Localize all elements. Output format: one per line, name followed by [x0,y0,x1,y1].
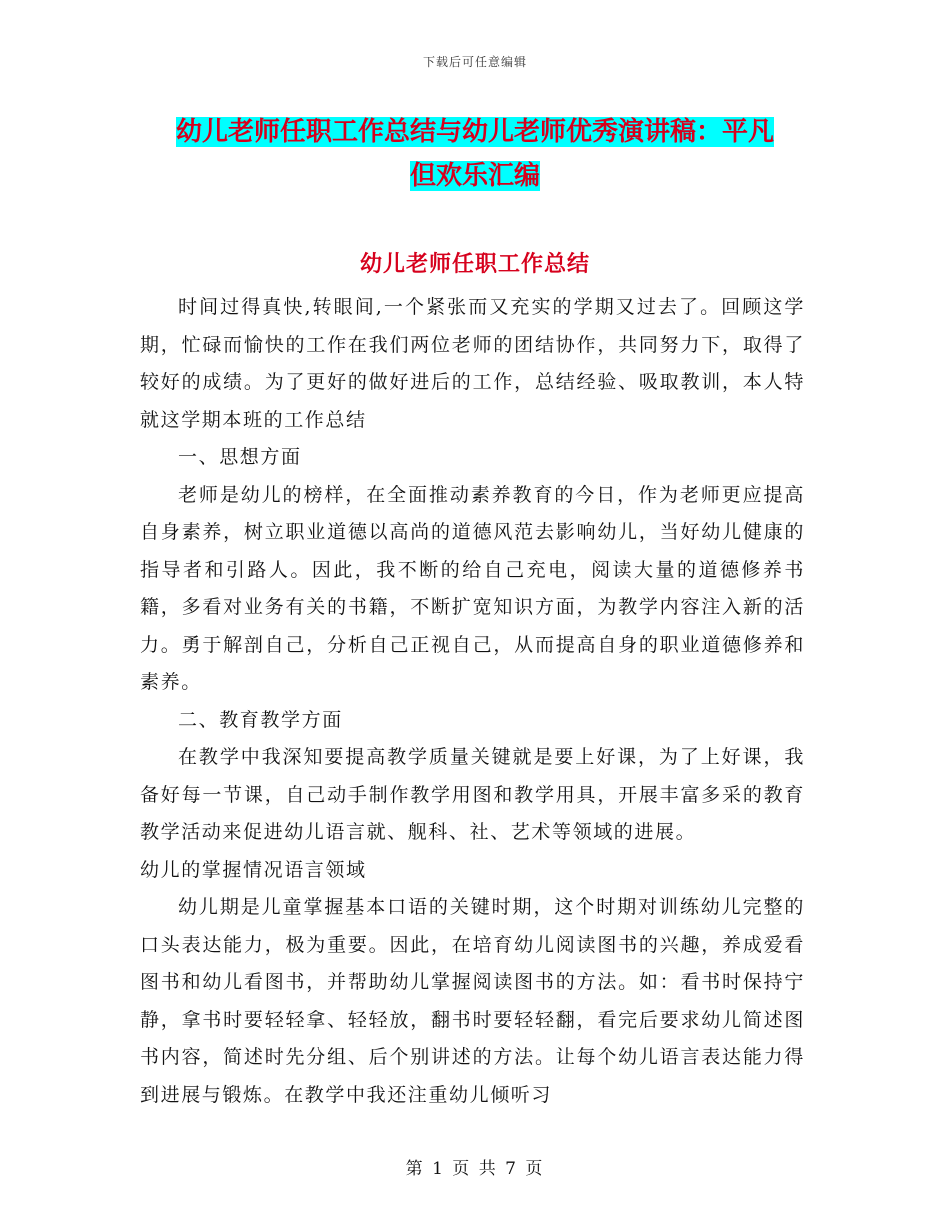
section-title: 幼儿老师任职工作总结 [359,251,590,277]
paragraph: 在教学中我深知要提高教学质量关键就是要上好课，为了上好课，我备好每一节课，自己动手制作教学用图和教学用具，开展丰富多采的教育教学活动来促进幼儿语言就、舰科、社、艺术等领域的进展。 [140,746,805,843]
document-title-line-2: 但欢乐汇编 [409,161,540,191]
paragraph: 时间过得真快,转眼间,一个紧张而又充实的学期又过去了。回顾这学期，忙碌而愉快的工作在我们两位老师的团结协作，共同努力下，取得了较好的成绩。为了更好的做好进后的工作，总结经验、吸取教训，本人特就这学期本班的工作总结 [140,296,805,431]
subheading-teaching: 二、教育教学方面 [178,708,343,731]
body-text [140,289,805,1114]
subheading-thought: 一、思想方面 [178,446,302,468]
header-note: 下载后可任意编辑 [422,55,527,69]
paragraph: 老师是幼儿的榜样，在全面推动素养教育的今日，作为老师更应提高自身素养，树立职业道德以高尚的道德风范去影响幼儿，当好幼儿健康的指导者和引路人。因此，我不断的给自己充电，阅读大量的道德修养书籍，多看对业务有关的书籍，不断扩宽知识方面，为教学内容注入新的活力。勇于解剖自己，分析自己正视自己，从而提高自身的职业道德修养和素养。 [140,483,805,693]
subheading-language: 幼儿的掌握情况语言领域 [140,858,367,881]
page-number: 第 1 页 共 7 页 [405,1159,545,1179]
document-title [140,110,810,198]
document-title-line-1: 幼儿老师任职工作总结与幼儿老师优秀演讲稿：平凡 [175,117,774,147]
paragraph: 幼儿期是儿童掌握基本口语的关键时期，这个时期对训练幼儿完整的口头表达能力，极为重要。因此，在培育幼儿阅读图书的兴趣，养成爱看图书和幼儿看图书，并帮助幼儿掌握阅读图书的方法。如：看书时保持宁静，拿书时要轻轻拿、轻轻放，翻书时要轻轻翻，看完后要求幼儿简述图书内容，简述时先分组、后个别讲述的方法。让每个幼儿语言表达能力得到进展与锻炼。在教学中我还注重幼儿倾听习 [140,896,805,1106]
